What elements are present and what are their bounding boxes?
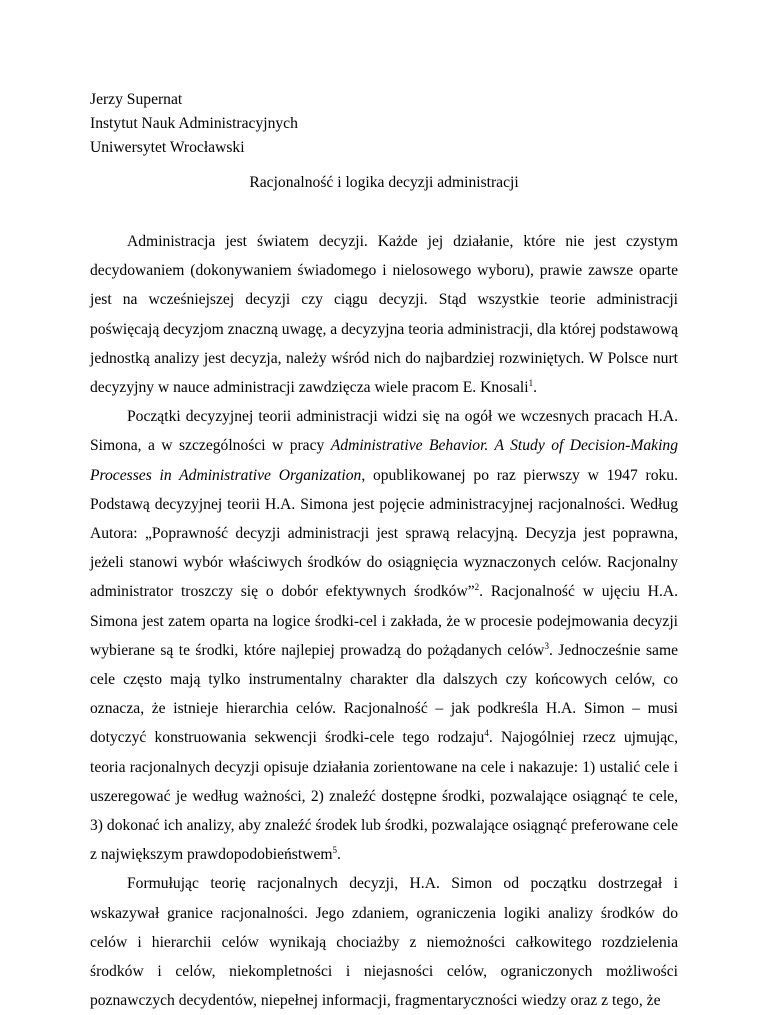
book-title: Administrative Behavior. A Study of Decision-Making Processes in Administrative Organization bbox=[90, 437, 678, 484]
paragraph-text: . bbox=[337, 846, 341, 864]
footnote-marker-2[interactable]: 2 bbox=[474, 582, 480, 593]
document-title: Racjonalność i logika decyzji administracji bbox=[249, 174, 519, 191]
footnote-marker-4[interactable]: 4 bbox=[484, 728, 489, 739]
footnote-marker-5[interactable]: 5 bbox=[332, 845, 338, 856]
footnote-marker-3[interactable]: 3 bbox=[544, 640, 549, 651]
paragraph-text: . bbox=[533, 379, 538, 397]
author-institute: Instytut Nauk Administracyjnych bbox=[90, 115, 298, 132]
body-text bbox=[90, 227, 678, 1015]
author-name: Jerzy Supernat bbox=[90, 91, 183, 108]
footnote-marker-1[interactable]: 1 bbox=[528, 378, 534, 389]
author-university: Uniwersytet Wrocławski bbox=[90, 139, 245, 156]
paragraph-text: , opublikowanej po raz pierwszy w 1947 roku. Podstawą decyzyjnej teorii H.A. Simona jest pojęcie administracyjnej racjonalności. Według Autora: „Poprawność decyzji administracji jest sprawą relacyjną. Decyzja jest poprawna, jeżeli stanowi wybór właściwych środków do osiągnięcia wyznaczonych celów. Racjonalny administrator troszczy się o dobór efektywnych środków” bbox=[90, 466, 679, 601]
paragraph-text: . Jednocześnie same cele często mają tylko instrumentalny charakter dla dalszych czy końcowych celów, co oznacza, że istnieje hierarchia celów. Racjonalność – jak podkreśla H.A. Simon – musi dotyczyć konstruowania sekwencji środki-cele tego rodzaju bbox=[90, 641, 678, 747]
paragraph-3 bbox=[90, 869, 678, 1015]
paragraph-2 bbox=[90, 402, 678, 869]
paragraph-text: . Racjonalność w ujęciu H.A. Simona jest zatem oparta na logice środki-cel i zakłada, że w procesie podejmowania decyzji wybierane są te środki, które najlepiej prowadzą do pożądanych celów bbox=[90, 583, 678, 659]
paragraph-text: Początki decyzyjnej teorii administracji widzi się na ogół we wczesnych pracach H.A. Simona, a w szczególności w pracy bbox=[90, 408, 678, 455]
paragraph-text: Formułując teorię racjonalnych decyzji, H.A. Simon od początku dostrzegał i wskazywał granice racjonalności. Jego zdaniem, ograniczenia logiki analizy środków do celów i hierarchii celów wynikają chociażby z niemożności całkowitego rozdzielenia środków i celów, niekompletności i niejasności celów, ograniczonych możliwości poznawczych decydentów, niepełnej informacji, fragmentaryczności wiedzy oraz z tego, że bbox=[90, 875, 678, 1010]
paragraph-1 bbox=[90, 227, 678, 402]
paragraph-text: Administracja jest światem decyzji. Każde jej działanie, które nie jest czystym decydowaniem (dokonywaniem świadomego i nielosowego wyboru), prawie zawsze oparte jest na wcześniejszej decyzji czy ciągu decyzji. Stąd wszystkie teorie administracji poświęcają decyzjom znaczną uwagę, a decyzyjna teoria administracji, dla której podstawową jednostką analizy jest decyzja, należy wśród nich do najbardziej rozwiniętych. W Polsce nurt decyzyjny w nauce administracji zawdzięcza wiele pracom E. Knosali bbox=[90, 233, 678, 397]
paragraph-text: . Najogólniej rzecz ujmując, teoria racjonalnych decyzji opisuje działania zorientowane na cele i nakazuje: 1) ustalić cele i uszeregować je według ważności, 2) znaleźć dostępne środki, pozwalające osiągnąć te cele, 3) dokonać ich analizy, aby znaleźć środek lub środki, pozwalające osiągnąć preferowane cele z największym prawdopodobieństwem bbox=[90, 729, 678, 864]
